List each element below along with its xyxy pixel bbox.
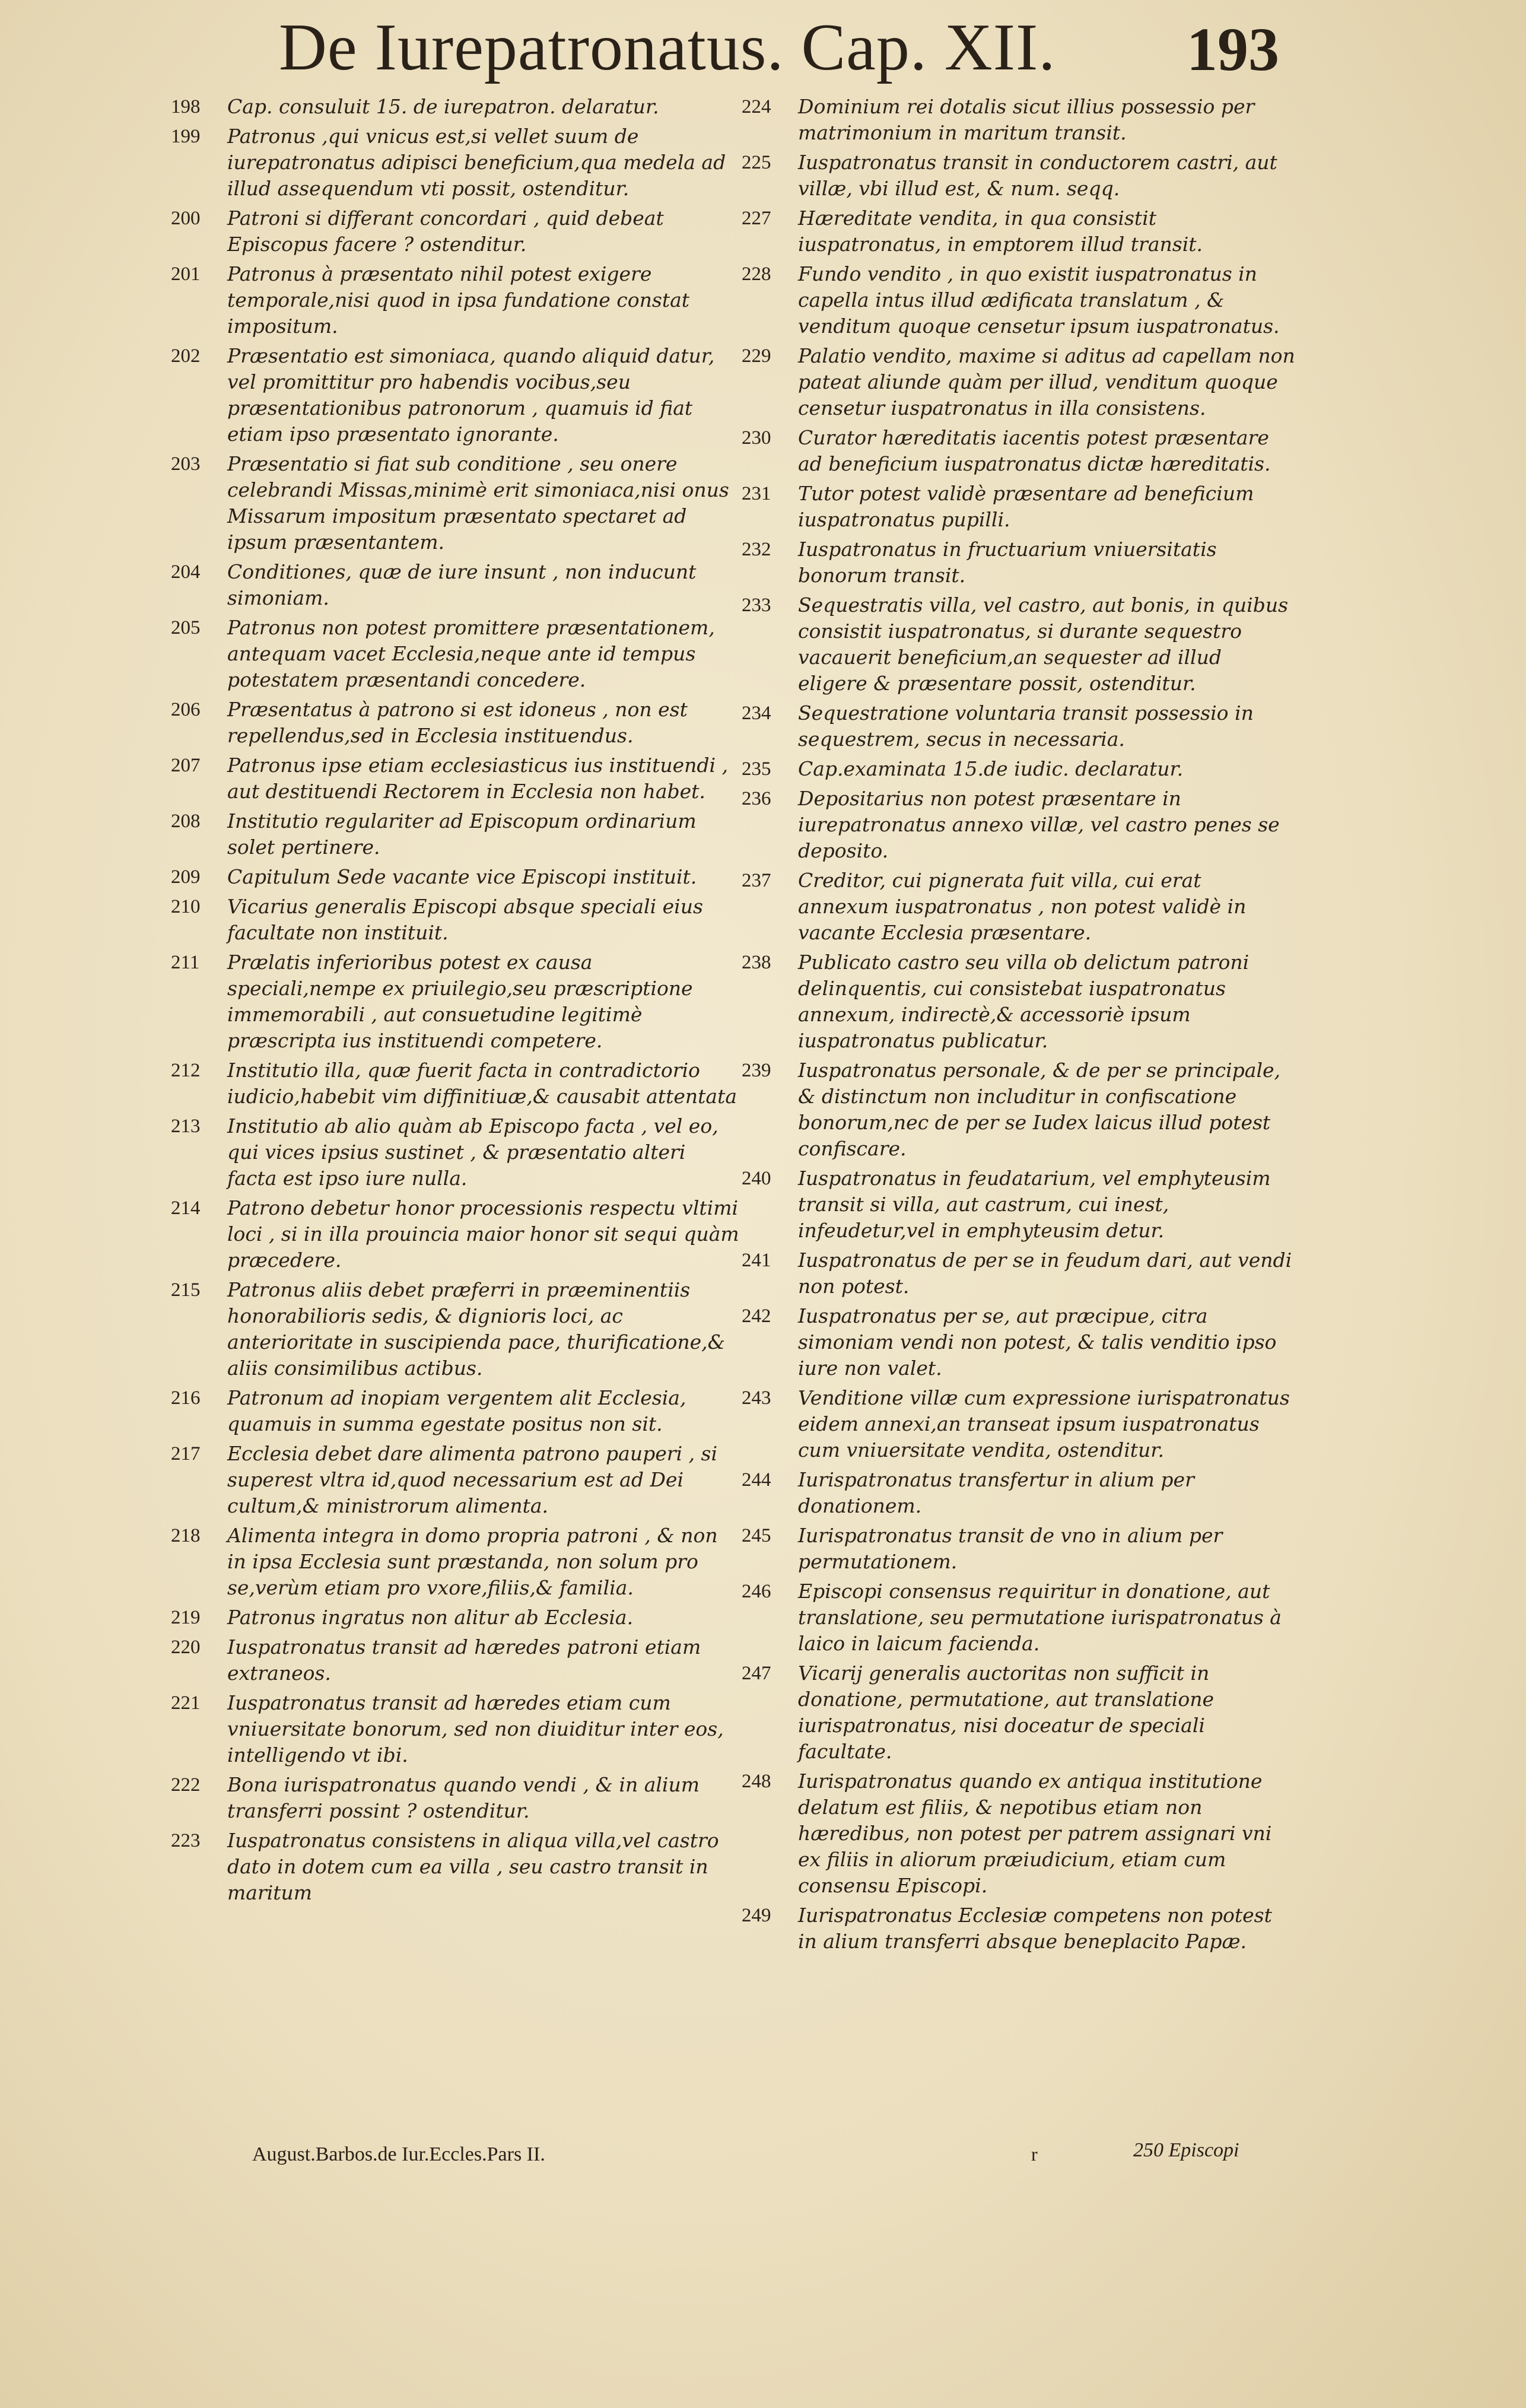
entry-number: 209 [171,866,201,888]
entry-text: Institutio ab alio quàm ab Episcopo facta , vel eo, qui vices ipsius sustinet , & præsentatio alteri facta est ipso iure nulla. [227,1114,719,1190]
entry-number: 216 [171,1387,201,1409]
entry-text: Iuspatronatus in fructuarium vniuersitatis bonorum transit. [798,538,1217,587]
entry-text: Iuspatronatus de per se in feudum dari, aut vendi non potest. [798,1249,1292,1298]
index-entry [742,1523,1296,1575]
entry-text: Institutio illa, quæ fuerit facta in contradictorio iudicio,habebit vim diffinitiuæ,& causabit attentata [227,1059,737,1108]
index-entry [171,615,740,693]
entry-number: 200 [171,208,201,229]
entry-text: Iuspatronatus consistens in aliqua villa,vel castro dato in dotem cum ea villa , seu castro transit in maritum [227,1829,719,1904]
index-entry [742,261,1296,339]
entry-text: Cap. consuluit 15. de iurepatron. delaratur. [227,95,659,118]
index-entry [171,752,740,805]
index-entry [742,1247,1296,1300]
index-entry [171,697,740,749]
entry-number: 208 [171,811,201,832]
index-entry [171,808,740,860]
entry-number: 212 [171,1060,201,1081]
index-entry [171,1605,740,1631]
index-entry [171,559,740,611]
index-entry [171,94,740,120]
entry-text: Iuspatronatus transit in conductorem castri, aut villæ, vbi illud est, & num. seqq. [798,151,1277,200]
entry-number: 202 [171,345,201,367]
entry-text: Præsentatus à patrono si est idoneus , non est repellendus,sed in Ecclesia instituendus. [227,698,688,747]
index-entry [171,451,740,555]
entry-number: 238 [742,952,771,973]
entry-number: 239 [742,1060,771,1081]
index-entry [171,894,740,946]
entry-number: 210 [171,896,201,917]
entry-number: 222 [171,1774,201,1796]
index-entry [742,205,1296,258]
entry-text: Tutor potest validè præsentare ad beneficium iuspatronatus pupilli. [798,482,1254,531]
index-entry [171,1634,740,1686]
entry-text: Institutio regulariter ad Episcopum ordinarium solet pertinere. [227,809,697,859]
entry-number: 205 [171,617,201,638]
entry-number: 242 [742,1305,771,1327]
entry-text: Creditor, cui pignerata fuit villa, cui erat annexum iuspatronatus , non potest validè in vacante Ecclesia præsentare. [798,869,1247,944]
entry-text: Iurispatronatus Ecclesiæ competens non potest in alium transferri absque beneplacito Papæ. [798,1904,1272,1953]
right-column [742,94,1296,1958]
entry-number: 240 [742,1168,771,1189]
index-entry [171,1195,740,1273]
entry-number: 228 [742,263,771,285]
entry-number: 203 [171,453,201,475]
entry-number: 235 [742,758,771,780]
entry-text: Curator hæreditatis iacentis potest præsentare ad beneficium iuspatronatus dictæ hæreditatis. [798,426,1271,475]
entry-number: 206 [171,699,201,720]
index-entry [742,343,1296,421]
entry-text: Iuspatronatus transit ad hæredes patroni etiam extraneos. [227,1635,701,1685]
entry-number: 198 [171,96,201,117]
index-entry [171,1113,740,1192]
running-head [279,12,1465,83]
entry-text: Patronus non potest promittere præsentationem, antequam vacet Ecclesia,neque ante id tempus potestatem præsentandi concedere. [227,616,715,691]
entry-number: 234 [742,703,771,724]
page-title: De Iurepatronatus. Cap. XII. [279,11,1056,84]
index-entry [742,1165,1296,1244]
entry-number: 248 [742,1771,771,1792]
index-entry [742,1057,1296,1162]
entry-text: Iurispatronatus transit de vno in alium per permutationem. [798,1524,1223,1573]
entry-text: Capitulum Sede vacante vice Episcopi instituit. [227,865,697,888]
entry-number: 207 [171,755,201,776]
entry-number: 211 [171,952,200,973]
entry-number: 233 [742,595,771,616]
entry-text: Bona iurispatronatus quando vendi , & in alium transferri possint ? ostenditur. [227,1773,700,1822]
entry-text: Patroni si differant concordari , quid debeat Episcopus facere ? ostenditur. [227,207,664,256]
entry-number: 221 [171,1692,201,1714]
index-entry [742,1467,1296,1519]
index-entry [742,1303,1296,1381]
entry-number: 224 [742,96,771,117]
entry-text: Iurispatronatus transfertur in alium per donationem. [798,1468,1194,1517]
index-entry [171,1277,740,1381]
index-entry [742,1578,1296,1657]
entry-text: Sequestratione voluntaria transit possessio in sequestrem, secus in necessaria. [798,701,1254,751]
entry-text: Iuspatronatus in feudatarium, vel emphyteusim transit si villa, aut castrum, cui inest, infeudetur,vel in emphyteusim detur. [798,1167,1271,1242]
footer-signature-line: August.Barbos.de Iur.Eccles.Pars II. [252,2143,545,2165]
entry-number: 217 [171,1443,201,1465]
entry-number: 218 [171,1525,201,1546]
index-entry [171,1057,740,1110]
catchword: 250 Episcopi [1133,2139,1239,2161]
entry-text: Conditiones, quæ de iure insunt , non inducunt simoniam. [227,560,697,609]
entry-number: 214 [171,1197,201,1219]
index-entry [171,1772,740,1824]
left-column [171,94,740,1910]
entry-text: Vicarij generalis auctoritas non sufficit in donatione, permutatione, aut translatione iurispatronatus, nisi doceatur de speciali facultate. [798,1662,1214,1763]
entry-text: Ecclesia debet dare alimenta patrono pauperi , si superest vltra id,quod necessarium est ad Dei cultum,& ministrorum alimenta. [227,1442,718,1517]
index-entry [742,1660,1296,1765]
entry-text: Patronus ,qui vnicus est,si vellet suum de iurepatronatus adipisci beneficium,qua medela ad illud assequendum vti possit, ostenditur. [227,125,726,200]
entry-number: 243 [742,1387,771,1409]
entry-number: 199 [171,126,201,147]
entry-number: 232 [742,539,771,560]
entry-number: 220 [171,1637,201,1658]
entry-text: Iuspatronatus per se, aut præcipue, citra simoniam vendi non potest, & talis venditio ipso iure non valet. [798,1304,1277,1380]
entry-number: 213 [171,1116,201,1137]
index-entry [171,261,740,339]
entry-number: 229 [742,345,771,367]
index-entry [742,94,1296,146]
entry-number: 246 [742,1581,771,1602]
entry-number: 231 [742,483,771,504]
entry-text: Iuspatronatus transit ad hæredes etiam cum vniuersitate bonorum, sed non diuiditur inter eos, intelligendo vt ibi. [227,1691,724,1767]
index-entry [171,1441,740,1519]
entry-number: 247 [742,1663,771,1684]
index-entry [171,123,740,202]
entry-text: Patronus aliis debet præferri in præeminentiis honorabilioris sedis, & dignioris loci, ac anterioritate in suscipienda pace, thurificatione,& aliis consimilibus actibus. [227,1278,726,1380]
entry-text: Patrono debetur honor processionis respectu vltimi loci , si in illa prouincia maior honor sit sequi quàm præcedere. [227,1196,739,1272]
signature-mark: r [1031,2143,1038,2165]
entry-text: Hæreditate vendita, in qua consistit iuspatronatus, in emptorem illud transit. [798,207,1203,256]
index-entry [742,481,1296,533]
entry-text: Publicato castro seu villa ob delictum patroni delinquentis, cui consistebat iuspatronatus annexum, indirectè,& accessoriè ipsum iuspatronatus publicatur. [798,951,1250,1052]
index-entry [742,700,1296,752]
entry-number: 249 [742,1905,771,1926]
index-entry [742,1902,1296,1955]
entry-text: Alimenta integra in domo propria patroni , & non in ipsa Ecclesia sunt præstanda, non solum pro se,verùm etiam pro vxore,filiis,& familia. [227,1524,718,1599]
entry-number: 244 [742,1469,771,1491]
entry-number: 223 [171,1830,201,1851]
entry-text: Patronus ipse etiam ecclesiasticus ius instituendi , aut destituendi Rectorem in Ecclesia non habet. [227,754,729,803]
page-number: 193 [1187,15,1279,84]
index-entry [742,1768,1296,1899]
entry-text: Vicarius generalis Episcopi absque speciali eius facultate non instituit. [227,895,703,944]
index-entry [171,1828,740,1906]
index-entry [171,1690,740,1768]
entry-text: Iurispatronatus quando ex antiqua institutione delatum est filiis, & nepotibus etiam non hæredibus, non potest per patrem assignari vni ex filiis in aliorum præiudicium, etiam cum consensu Episcopi. [798,1770,1272,1897]
index-entry [742,592,1296,697]
index-entry [171,949,740,1054]
entry-text: Iuspatronatus personale, & de per se principale, & distinctum non includitur in confiscatione bonorum,nec de per se Iudex laicus illud potest confiscare. [798,1059,1281,1160]
index-entry [742,756,1296,782]
entry-text: Patronus ingratus non alitur ab Ecclesia. [227,1606,634,1629]
entry-text: Præsentatio est simoniaca, quando aliquid datur, vel promittitur pro habendis vocibus,seu præsentationibus patronorum , quamuis id fiat etiam ipso præsentato ignorante. [227,344,715,446]
entry-text: Depositarius non potest præsentare in iurepatronatus annexo villæ, vel castro penes se deposito. [798,787,1280,862]
index-entry [742,425,1296,477]
entry-text: Sequestratis villa, vel castro, aut bonis, in quibus consistit iuspatronatus, si durante sequestro vacauerit beneficium,an sequester ad illud eligere & præsentare possit, ostenditur. [798,593,1289,695]
entry-text: Prælatis inferioribus potest ex causa speciali,nempe ex priuilegio,seu præscriptione immemorabili , aut consuetudine legitimè præscripta ius instituendi competere. [227,951,693,1052]
entry-number: 230 [742,427,771,449]
index-entry [171,343,740,447]
entry-text: Cap.examinata 15.de iudic. declaratur. [798,757,1184,780]
entry-text: Patronus à præsentato nihil potest exigere temporale,nisi quod in ipsa fundatione constat impositum. [227,262,690,338]
entry-number: 215 [171,1279,201,1301]
index-entry [742,536,1296,589]
index-entry [742,150,1296,202]
entry-text: Episcopi consensus requiritur in donatione, aut translatione, seu permutatione iurispatronatus à laico in laicum facienda. [798,1580,1282,1655]
entry-number: 204 [171,561,201,583]
entry-number: 227 [742,208,771,229]
entry-text: Dominium rei dotalis sicut illius possessio per matrimonium in maritum transit. [798,95,1255,144]
entry-text: Præsentatio si fiat sub conditione , seu onere celebrandi Missas,minimè erit simoniaca,nisi onus Missarum impositum præsentato spectaret ad ipsum præsentantem. [227,452,729,554]
entry-text: Palatio vendito, maxime si aditus ad capellam non pateat aliunde quàm per illud, venditum quoque censetur iuspatronatus in illa consistens. [798,344,1295,420]
entry-number: 241 [742,1250,771,1271]
entry-number: 245 [742,1525,771,1546]
entry-number: 201 [171,263,201,285]
index-entry [171,864,740,890]
entry-number: 219 [171,1607,201,1628]
index-entry [742,786,1296,864]
index-entry [171,1385,740,1437]
entry-number: 225 [742,152,771,173]
entry-number: 236 [742,788,771,809]
index-entry [742,1385,1296,1463]
entry-text: Fundo vendito , in quo existit iuspatronatus in capella intus illud ædificata translatum , & venditum quoque censetur ipsum iuspatronatus. [798,262,1280,338]
entry-number: 237 [742,870,771,891]
index-entry [742,868,1296,946]
entry-text: Venditione villæ cum expressione iurispatronatus eidem annexi,an transeat ipsum iuspatronatus cum vniuersitate vendita, ostenditur. [798,1386,1290,1462]
index-entry [742,949,1296,1054]
index-entry [171,205,740,258]
entry-text: Patronum ad inopiam vergentem alit Ecclesia, quamuis in summa egestate positus non sit. [227,1386,686,1435]
index-entry [171,1523,740,1601]
